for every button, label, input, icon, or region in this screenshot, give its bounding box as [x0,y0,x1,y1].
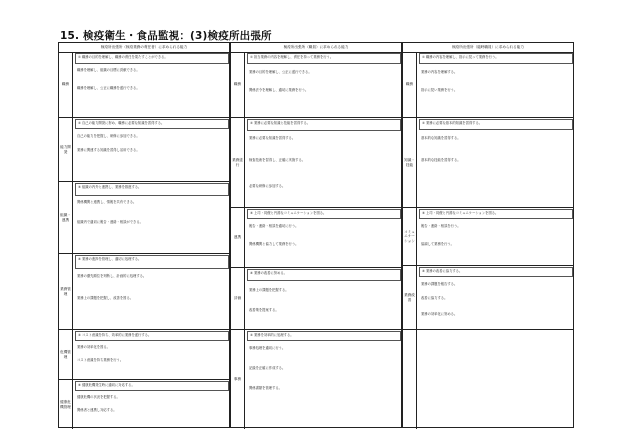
list-item: 改善策を提案する。 [249,308,279,312]
list-item: 関係機関と連携し、情報を共有できる。 [77,200,137,204]
column-temporary [402,42,574,428]
row-label: 評価 [231,268,245,329]
list-item: 報告・連絡・相談を行う。 [421,224,461,228]
column-header: 検疫所出張所（職員）に求められる能力 [231,43,401,53]
table-row [59,254,229,330]
row-label: 健康危機管理 [59,380,73,429]
row-label: 職務 [231,52,245,117]
list-item: 指示に従い業務を行う。 [421,88,458,92]
table-row [403,208,573,266]
list-item: 業務の目的を理解し、公正に遂行できる。 [249,70,312,74]
table-row [403,118,573,208]
row-label [403,330,417,429]
list-item: 記録を正確に作成する。 [249,366,286,370]
list-item: 報告・連絡・相談を適切に行う。 [249,224,299,228]
column-header: 検疫所出張所（検疫業務の責任者）に求められる能力 [59,43,229,53]
table-row [59,118,229,182]
column-header: 検疫所出張所（臨時職員）に求められる能力 [403,43,573,53]
list-item: 基本的な知識を習得する。 [421,136,461,140]
list-item: 業務の内容を理解する。 [421,70,458,74]
row-goal: ④ 業務の改善に協力する。 [419,267,573,277]
column-chief [58,42,230,428]
list-item: 検査技術を習得し、正確に実施する。 [249,158,306,162]
row-goal: ③ 組織の内外と連携し、業務を推進する。 [75,183,229,196]
list-item: 業務に必要な知識を習得する。 [249,136,296,140]
list-item: 業務の優先順位を判断し、計画的に処理する。 [77,274,147,278]
list-item: 関係機関と協力して業務を行う。 [249,242,299,246]
row-goal: ① 担当業務の内容を理解し、責任を持って業務を行う。 [247,53,401,64]
list-item: 業務の効率化に努める。 [421,312,458,316]
list-item: 改善に協力する。 [421,296,448,300]
row-label: 職務 [59,52,73,117]
row-label: 連携 [231,208,245,267]
row-label: 組織・連携 [59,182,73,253]
row-goal: ③ 上司・同僚と円滑なコミュニケーションを図る。 [419,209,573,219]
table-row [403,266,573,330]
list-item: 自己の能力を把握し、研修に参加できる。 [77,134,140,138]
row-goal: ④ 業務の改善に努める。 [247,269,401,281]
table-row [231,208,401,268]
table-row [231,52,401,118]
row-goal: ⑤ コスト意識を持ち、効率的に業務を遂行する。 [75,331,229,341]
list-item: 組織内で適切に報告・連絡・相談ができる。 [77,220,143,224]
table-row [403,330,573,429]
list-item: 業務の課題を報告する。 [421,282,458,286]
row-label: 業務改善 [403,266,417,329]
row-goal: ② 自己の能力開発に努め、職務に必要な知識を習得する。 [75,119,229,129]
table-row [59,380,229,429]
list-item: 業務上の課題を把握する。 [249,288,289,292]
row-label: 知識・技能 [403,118,417,207]
list-item: 関係書類を管理する。 [249,386,282,390]
row-label: 業務遂行 [231,118,245,207]
row-goal: ② 業務に必要な知識と技能を習得する。 [247,119,401,131]
column-staff [230,42,402,428]
row-goal: ⑥ 健康危機発生時に適切に対応する。 [75,381,229,391]
table-row [231,330,401,429]
row-label: コミュニケーション [403,208,417,265]
table-row [59,330,229,380]
page-title: 15. 検疫衛生・食品監視：(3)検疫所出張所 [60,30,272,42]
list-item: 基本的な技能を習得する。 [421,158,461,162]
list-item: 業務の効率化を図る。 [77,345,110,349]
table-row [59,52,229,118]
list-item: 協調して業務を行う。 [421,242,454,246]
row-label: 危機管理 [59,330,73,379]
list-item: 業務上の課題を把握し、改善を図る。 [77,296,134,300]
row-label: 職務 [403,52,417,117]
row-label: 能力開発 [59,118,73,181]
table-row [231,268,401,330]
row-label: 事務 [231,330,245,429]
competency-table [58,42,574,428]
row-goal: ⑤ 業務を効率的に処理する。 [247,331,401,341]
row-goal: ④ 業務の進捗を管理し、適切に処理する。 [75,255,229,269]
list-item: 業務に関連する知識を習得し活用できる。 [77,148,140,152]
list-item: 必要な研修に参加する。 [249,184,286,188]
table-row [59,182,229,254]
list-item: 事務処理を適切に行う。 [249,346,286,350]
table-row [403,52,573,118]
list-item: コスト意識を持ち業務を行う。 [77,358,124,362]
row-goal: ③ 上司・同僚と円滑なコミュニケーションを図る。 [247,209,401,219]
table-row [231,118,401,208]
row-goal: ① 職務の目的を理解し、職務の責任を果たすことができる。 [75,53,229,64]
list-item: 健康危機の状況を把握する。 [77,395,120,399]
list-item: 関係法令を理解し、適切に業務を行う。 [249,88,309,92]
list-item: 職務を理解し、組織の目標に貢献できる。 [77,68,140,72]
row-label: 業務管理 [59,254,73,329]
list-item: 関係者と連携し対応する。 [77,408,117,412]
row-goal: ② 業務に必要な基本的知識を習得する。 [419,119,573,130]
list-item: 職務を理解し、公正に職務を遂行できる。 [77,86,140,90]
row-goal: ① 職務の内容を理解し、指示に従って業務を行う。 [419,53,573,64]
